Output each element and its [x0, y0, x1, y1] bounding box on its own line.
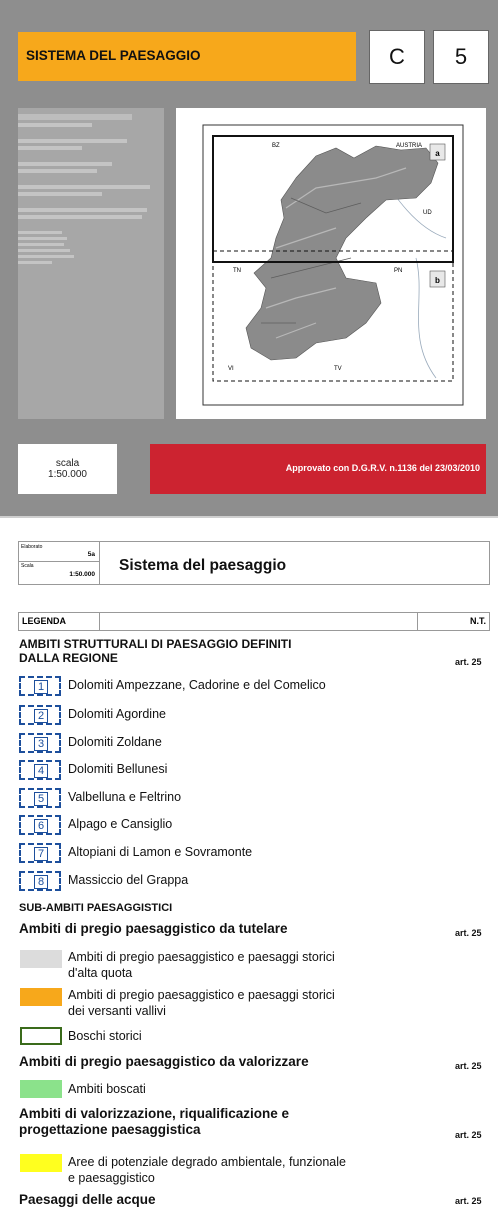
ambito-label: Dolomiti Ampezzane, Cadorine e del Comelico — [68, 678, 326, 692]
ambito-label: Valbelluna e Feltrino — [68, 790, 182, 804]
credits-column — [18, 108, 164, 419]
credit-line — [18, 249, 70, 252]
credit-line — [18, 231, 62, 234]
credit-line — [18, 169, 97, 173]
ambito-label: Massiccio del Grappa — [68, 873, 189, 887]
section-heading-line: AMBITI STRUTTURALI DI PAESAGGIO DEFINITI — [19, 637, 292, 651]
ambito-badge — [19, 676, 61, 696]
swatch-boschi-storici — [20, 1027, 62, 1045]
frame-a-label: a — [435, 149, 440, 158]
legend-header — [18, 612, 490, 631]
art-ref: art. 25 — [455, 657, 482, 667]
label-bz: BZ — [272, 143, 280, 149]
frame-b-label: b — [435, 276, 440, 285]
ambito-number: 7 — [34, 847, 48, 861]
legend-item-text: d'alta quota — [68, 965, 133, 980]
label-ud: UD — [423, 210, 432, 216]
section-heading-line: DALLA REGIONE — [19, 651, 118, 665]
ambito-label: Altopiani di Lamon e Sovramonte — [68, 845, 253, 859]
ambito-badge — [19, 843, 61, 863]
credit-line — [18, 185, 150, 189]
ambito-number: 8 — [34, 875, 48, 889]
credit-line — [18, 114, 132, 120]
riqualificazione-heading — [19, 1106, 289, 1138]
elaborato-info — [19, 542, 100, 584]
art-ref: art. 25 — [455, 1196, 482, 1206]
legend-label: LEGENDA — [22, 616, 67, 626]
cover-scale-box — [18, 444, 117, 494]
credit-line — [18, 123, 92, 127]
document-title: Sistema del paesaggio — [119, 557, 287, 574]
code-number: 5 — [433, 30, 489, 84]
legend-item-alta-quota — [68, 950, 335, 981]
legend-item-degrado — [68, 1155, 346, 1186]
elaborato-label: Elaborato — [21, 544, 43, 550]
legend-item-boscati: Ambiti boscati — [68, 1082, 146, 1096]
cover-title-box — [18, 32, 356, 81]
swatch-degrado — [20, 1154, 62, 1172]
credit-line — [18, 139, 127, 143]
credit-line — [18, 192, 102, 196]
swatch-versanti — [20, 988, 62, 1006]
credit-line — [18, 146, 82, 150]
ambito-badge — [19, 733, 61, 753]
page-separator — [0, 516, 498, 518]
ambito-label: Dolomiti Agordine — [68, 707, 166, 721]
credit-line — [18, 162, 112, 166]
art-ref: art. 25 — [455, 928, 482, 938]
ambito-label: Alpago e Cansiglio — [68, 817, 173, 831]
art-ref: art. 25 — [455, 1130, 482, 1140]
legend-item-text: e paesaggistico — [68, 1170, 155, 1185]
elaborato-box — [18, 541, 490, 585]
credit-line — [18, 208, 147, 212]
swatch-alta-quota — [20, 950, 62, 968]
section-heading-line: Ambiti di valorizzazione, riqualificazione e — [19, 1106, 290, 1121]
ambito-number: 6 — [34, 819, 48, 833]
credit-line — [18, 255, 74, 258]
legend-item-boschi: Boschi storici — [68, 1029, 142, 1043]
ambito-number: 4 — [34, 764, 48, 778]
legend-item-text: Aree di potenziale degrado ambientale, funzionale — [68, 1155, 346, 1169]
cover-scale-label: scala — [55, 458, 80, 469]
key-map — [176, 108, 486, 419]
ambito-number: 5 — [34, 792, 48, 806]
cover-panel — [0, 0, 498, 516]
legend-item-text: Ambiti di pregio paesaggistico e paesaggi storici — [68, 950, 335, 964]
swatch-boscati — [20, 1080, 62, 1098]
ambito-number: 2 — [34, 709, 48, 723]
ambito-badge — [19, 760, 61, 780]
ambito-label: Dolomiti Zoldane — [68, 735, 162, 749]
ambito-badge — [19, 871, 61, 891]
scala-value: 1:50.000 — [69, 571, 95, 578]
label-pn: PN — [394, 268, 403, 274]
legend-item-text: Ambiti di pregio paesaggistico e paesaggi storici — [68, 988, 335, 1002]
ambito-badge — [19, 815, 61, 835]
ambito-badge — [19, 705, 61, 725]
ambito-badge — [19, 788, 61, 808]
section-ambiti-strutturali — [19, 637, 291, 665]
valorizzare-heading: Ambiti di pregio paesaggistico da valorizzare — [19, 1054, 309, 1069]
label-vi: VI — [228, 366, 234, 372]
ambito-number: 1 — [34, 680, 48, 694]
art-ref: art. 25 — [455, 1061, 482, 1071]
section-heading-line: progettazione paesaggistica — [19, 1122, 201, 1137]
legend-item-versanti — [68, 988, 335, 1019]
ambito-number: 3 — [34, 737, 48, 751]
code-letter: C — [369, 30, 425, 84]
label-austria: AUSTRIA — [396, 143, 423, 149]
acque-heading: Paesaggi delle acque — [19, 1192, 156, 1207]
nt-label: N.T. — [469, 616, 486, 626]
elaborato-value: 5a — [87, 551, 95, 558]
label-tv: TV — [334, 366, 342, 372]
credit-line — [18, 261, 52, 264]
ambito-label: Dolomiti Bellunesi — [68, 762, 168, 776]
cover-scale-value: 1:50.000 — [48, 469, 87, 480]
scala-label: Scala — [21, 563, 34, 569]
tutelare-heading: Ambiti di pregio paesaggistico da tutelare — [19, 921, 288, 936]
credit-line — [18, 237, 67, 240]
cover-title: SISTEMA DEL PAESAGGIO — [26, 48, 201, 63]
credit-line — [18, 215, 142, 219]
credit-line — [18, 243, 64, 246]
label-tn: TN — [233, 268, 241, 274]
approval-text: Approvato con D.G.R.V. n.1136 del 23/03/2010 — [285, 463, 480, 473]
legend-item-text: dei versanti vallivi — [68, 1003, 166, 1018]
sub-ambiti-heading: SUB-AMBITI PAESAGGISTICI — [19, 902, 173, 914]
approval-banner — [150, 444, 486, 494]
province-map-svg — [176, 108, 486, 419]
